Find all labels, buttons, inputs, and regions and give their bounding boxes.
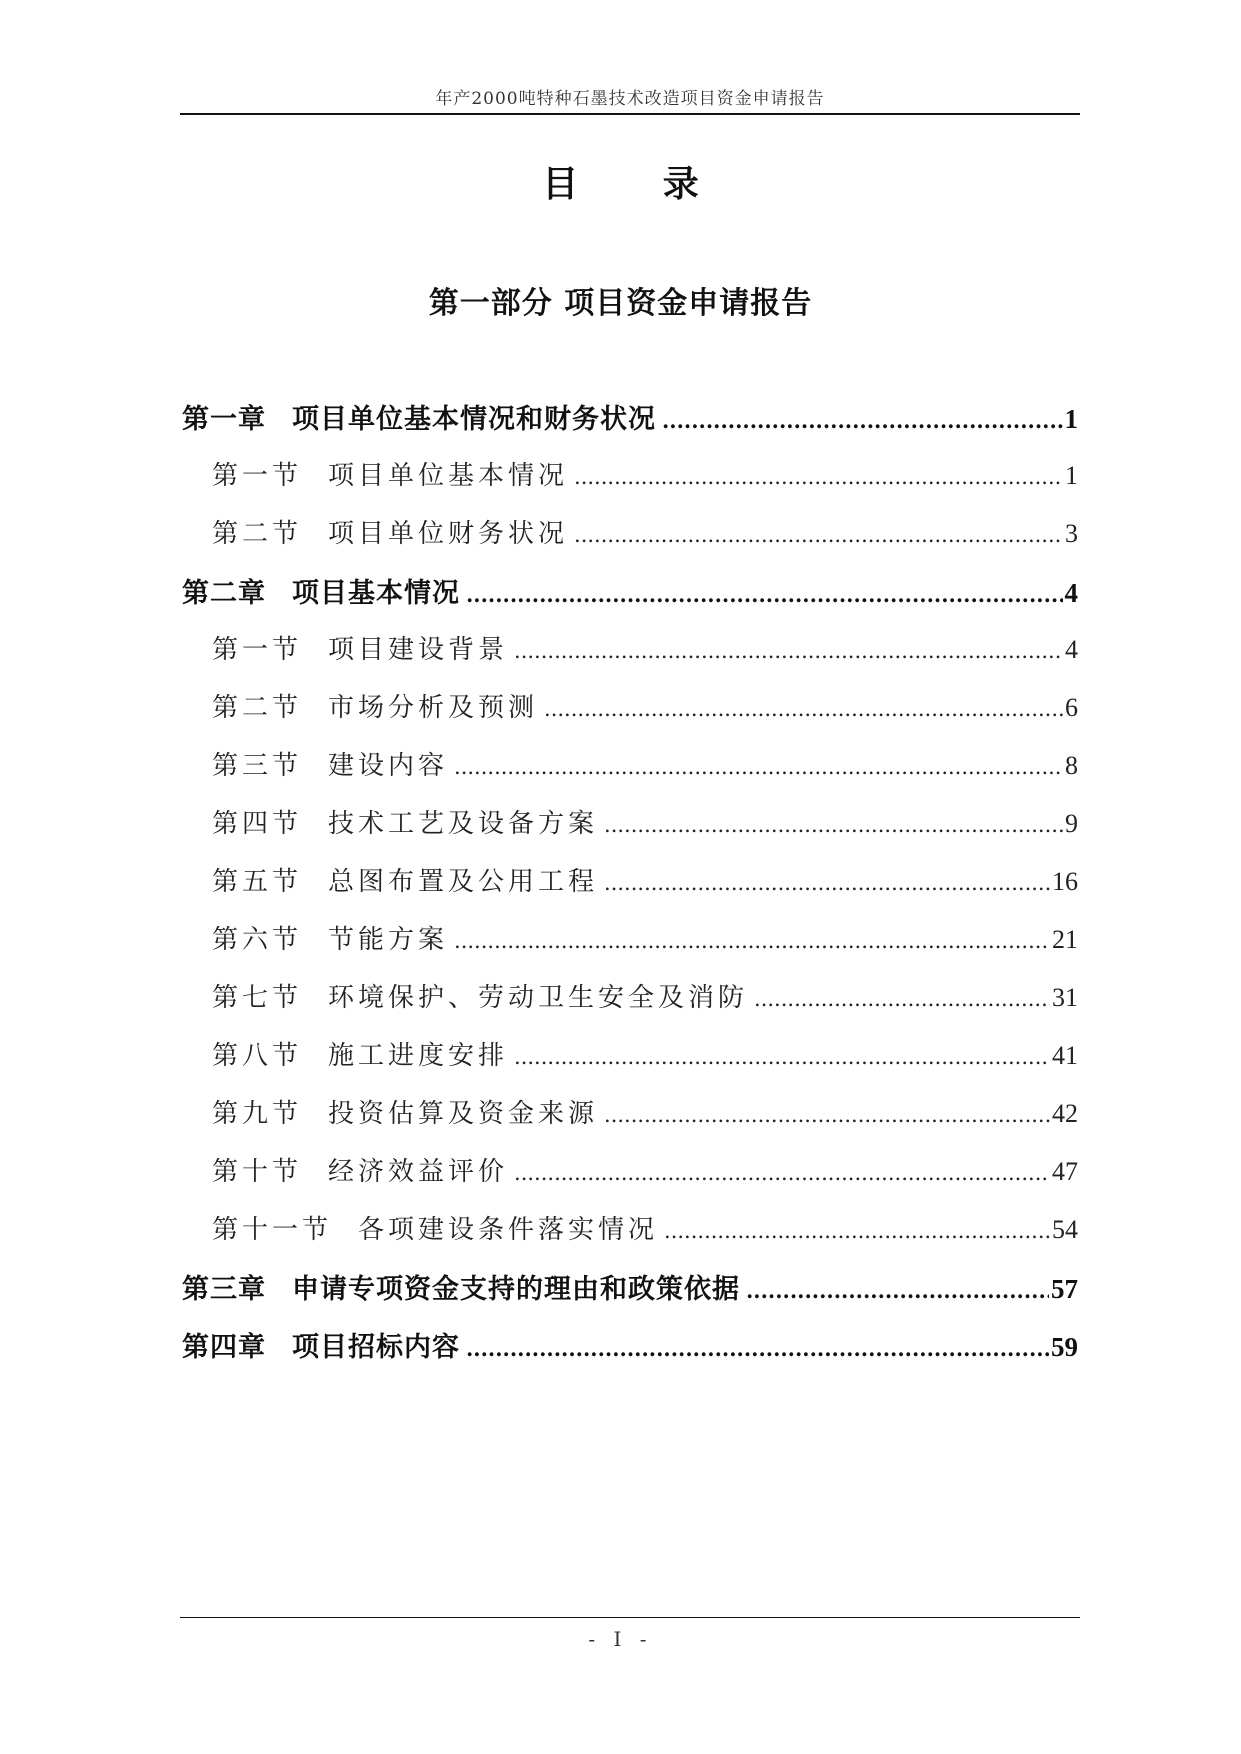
table-of-contents [182, 397, 1078, 1383]
toc-entry-label: 各项建设条件落实情况 [358, 1215, 659, 1245]
toc-entry-label: 项目单位财务状况 [328, 519, 569, 549]
toc-entry-section[interactable] [182, 919, 1078, 977]
toc-entry-label: 环境保护、劳动卫生安全及消防 [328, 983, 749, 1013]
toc-entry-number: 第一章 [182, 404, 266, 435]
toc-entry-number: 第二节 [212, 519, 303, 549]
toc-entry-section[interactable] [182, 803, 1078, 861]
toc-entry-label: 项目招标内容 [292, 1332, 460, 1363]
toc-entry-label: 项目单位基本情况和财务状况 [292, 404, 656, 435]
toc-entry-label: 市场分析及预测 [328, 693, 539, 723]
footer-rule [180, 1617, 1080, 1618]
toc-leader-dots [664, 1215, 1050, 1245]
toc-entry-label: 施工进度安排 [328, 1041, 509, 1071]
toc-entry-page: 16 [1052, 867, 1078, 896]
toc-entry-page: 54 [1052, 1215, 1078, 1244]
toc-entry-chapter-3[interactable] [182, 1267, 1078, 1325]
toc-entry-number: 第四节 [212, 809, 303, 839]
toc-entry-number: 第二章 [182, 578, 266, 609]
toc-entry-section[interactable] [182, 1093, 1078, 1151]
toc-title: 目 录 [542, 164, 735, 205]
toc-entry-number: 第十节 [212, 1157, 303, 1187]
toc-leader-dots [604, 867, 1050, 897]
toc-leader-dots [544, 693, 1063, 723]
toc-leader-dots [466, 578, 1063, 609]
toc-entry-section[interactable] [182, 513, 1078, 571]
toc-leader-dots [466, 1332, 1049, 1363]
toc-entry-section[interactable] [182, 1035, 1078, 1093]
toc-entry-label: 技术工艺及设备方案 [328, 809, 599, 839]
toc-entry-number: 第九节 [212, 1099, 303, 1129]
toc-leader-dots [454, 925, 1050, 955]
toc-entry-section[interactable] [182, 1209, 1078, 1267]
toc-entry-label: 节能方案 [328, 925, 449, 955]
toc-entry-page: 47 [1052, 1157, 1078, 1186]
toc-entry-label: 投资估算及资金来源 [328, 1099, 599, 1129]
toc-entry-page: 1 [1065, 461, 1078, 490]
toc-entry-page: 59 [1051, 1332, 1078, 1362]
toc-leader-dots [604, 1099, 1050, 1129]
toc-entry-page: 31 [1052, 983, 1078, 1012]
toc-entry-number: 第五节 [212, 867, 303, 897]
toc-entry-section[interactable] [182, 861, 1078, 919]
toc-entry-chapter-4[interactable] [182, 1325, 1078, 1383]
toc-entry-section[interactable] [182, 687, 1078, 745]
toc-entry-page: 57 [1051, 1274, 1078, 1304]
toc-entry-number: 第一节 [212, 635, 303, 665]
toc-leader-dots [604, 809, 1063, 839]
toc-entry-chapter-2[interactable] [182, 571, 1078, 629]
toc-entry-page: 8 [1065, 751, 1078, 780]
toc-leader-dots [754, 983, 1050, 1013]
toc-entry-section[interactable] [182, 455, 1078, 513]
toc-entry-section[interactable] [182, 1151, 1078, 1209]
toc-entry-label: 建设内容 [328, 751, 449, 781]
toc-entry-number: 第三节 [212, 751, 303, 781]
toc-leader-dots [514, 1041, 1050, 1071]
toc-leader-dots [514, 635, 1063, 665]
toc-entry-number: 第四章 [182, 1332, 266, 1363]
toc-entry-page: 3 [1065, 519, 1078, 548]
toc-entry-number: 第一节 [212, 461, 303, 491]
toc-entry-section[interactable] [182, 977, 1078, 1035]
toc-leader-dots [574, 519, 1063, 549]
header-rule [180, 113, 1080, 115]
toc-entry-page: 21 [1052, 925, 1078, 954]
toc-entry-label: 经济效益评价 [328, 1157, 509, 1187]
toc-entry-label: 总图布置及公用工程 [328, 867, 599, 897]
toc-leader-dots [662, 404, 1063, 435]
toc-entry-page: 1 [1064, 404, 1078, 434]
toc-entry-number: 第十一节 [212, 1215, 333, 1245]
toc-entry-page: 9 [1065, 809, 1078, 838]
toc-entry-number: 第二节 [212, 693, 303, 723]
toc-leader-dots [454, 751, 1063, 781]
toc-entry-label: 申请专项资金支持的理由和政策依据 [292, 1274, 740, 1305]
part-title: 第一部分 项目资金申请报告 [428, 286, 813, 321]
toc-entry-section[interactable] [182, 629, 1078, 687]
toc-leader-dots [574, 461, 1063, 491]
toc-entry-page: 41 [1052, 1041, 1078, 1070]
toc-entry-number: 第七节 [212, 983, 303, 1013]
toc-entry-page: 6 [1065, 693, 1078, 722]
toc-leader-dots [746, 1274, 1049, 1305]
toc-leader-dots [514, 1157, 1050, 1187]
toc-entry-label: 项目单位基本情况 [328, 461, 569, 491]
toc-entry-page: 4 [1065, 635, 1078, 664]
toc-entry-label: 项目建设背景 [328, 635, 509, 665]
toc-entry-number: 第三章 [182, 1274, 266, 1305]
toc-entry-page: 42 [1052, 1099, 1078, 1128]
toc-entry-page: 4 [1064, 578, 1078, 608]
toc-entry-section[interactable] [182, 745, 1078, 803]
toc-entry-chapter-1[interactable] [182, 397, 1078, 455]
page-number: - I - [588, 1627, 653, 1651]
toc-entry-label: 项目基本情况 [292, 578, 460, 609]
running-header: 年产2000吨特种石墨技术改造项目资金申请报告 [435, 89, 825, 109]
toc-entry-number: 第六节 [212, 925, 303, 955]
toc-entry-number: 第八节 [212, 1041, 303, 1071]
